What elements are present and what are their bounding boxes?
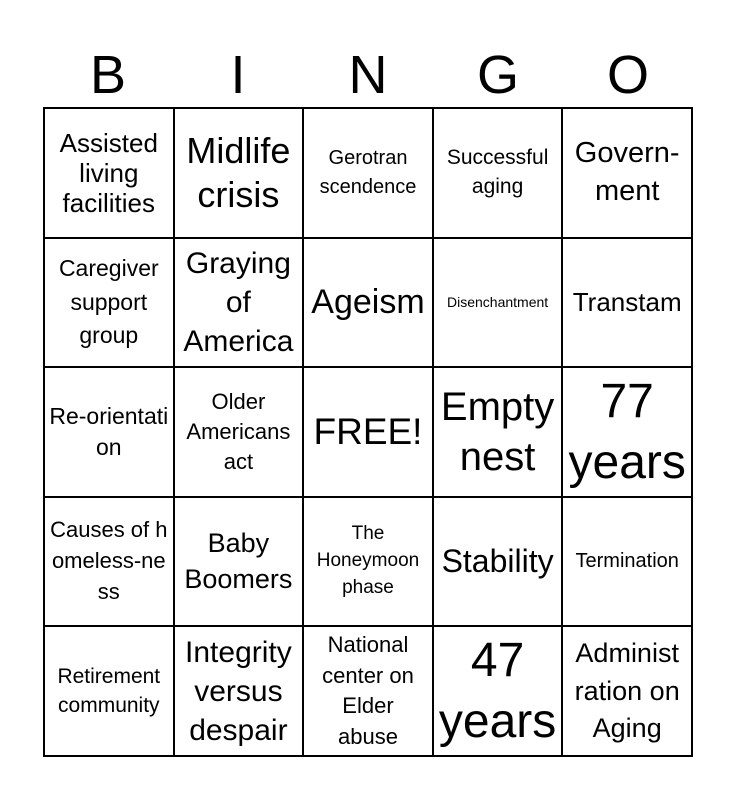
bingo-cell[interactable] <box>174 497 304 627</box>
header-letter-b: B <box>89 45 127 105</box>
cell-text: Disenchantment <box>447 293 549 310</box>
bingo-cell[interactable] <box>44 626 174 756</box>
header-letter-i: I <box>230 45 246 105</box>
bingo-cell[interactable] <box>44 497 174 627</box>
cell-text: Midlife crisis <box>186 129 291 215</box>
cell-text: Termination <box>575 550 679 573</box>
cell-text: FREE! <box>313 411 423 453</box>
bingo-cell[interactable] <box>174 367 304 497</box>
cell-text: Successful aging <box>446 145 549 198</box>
cell-text: Causes of homeless-ness <box>50 517 168 604</box>
cell-text: Govern-ment <box>574 137 680 207</box>
bingo-board <box>43 107 693 757</box>
bingo-cell[interactable] <box>433 108 563 238</box>
bingo-cell[interactable] <box>303 626 433 756</box>
cell-text: Older Americans act <box>186 389 291 474</box>
bingo-cell[interactable] <box>433 238 563 368</box>
bingo-cell[interactable] <box>174 238 304 368</box>
bingo-cell[interactable] <box>303 497 433 627</box>
cell-text: Graying of America <box>183 246 294 358</box>
cell-text: 47 years <box>438 633 557 749</box>
bingo-cell[interactable] <box>562 626 692 756</box>
header-letter-g: G <box>476 45 519 105</box>
cell-text: Ageism <box>311 283 425 322</box>
cell-text: Integrity versus despair <box>185 635 292 747</box>
bingo-cell[interactable] <box>562 108 692 238</box>
cell-text: The Honeymoon phase <box>316 523 420 599</box>
bingo-cell[interactable] <box>303 238 433 368</box>
cell-text: Stability <box>441 542 554 579</box>
cell-text: Retirement community <box>57 664 161 718</box>
bingo-cell[interactable] <box>562 238 692 368</box>
bingo-cell[interactable] <box>303 108 433 238</box>
cell-text: Assisted living facilities <box>59 127 158 218</box>
cell-text: Re-orientation <box>49 402 169 460</box>
bingo-cell[interactable] <box>44 367 174 497</box>
cell-text: Baby Boomers <box>184 527 293 594</box>
bingo-cell[interactable] <box>433 626 563 756</box>
bingo-cell[interactable] <box>433 497 563 627</box>
cell-text: 77 years <box>568 374 686 489</box>
cell-text: Empty nest <box>440 384 555 479</box>
header-letter-n: N <box>348 45 388 105</box>
cell-text: Administ ration on Aging <box>574 638 680 743</box>
bingo-cell[interactable] <box>562 367 692 497</box>
bingo-cell[interactable] <box>433 367 563 497</box>
cell-text: National center on Elder abuse <box>322 632 414 749</box>
bingo-cell[interactable] <box>174 626 304 756</box>
bingo-cell[interactable] <box>562 497 692 627</box>
bingo-header <box>43 42 693 108</box>
bingo-cell[interactable] <box>174 108 304 238</box>
bingo-cell[interactable] <box>303 367 433 497</box>
cell-text: Caregiver support group <box>58 255 159 349</box>
cell-text: Gerotran scendence <box>319 146 417 198</box>
cell-text: Transtam <box>572 286 682 317</box>
bingo-cell[interactable] <box>44 108 174 238</box>
bingo-cell[interactable] <box>44 238 174 368</box>
header-letter-o: O <box>606 45 649 105</box>
